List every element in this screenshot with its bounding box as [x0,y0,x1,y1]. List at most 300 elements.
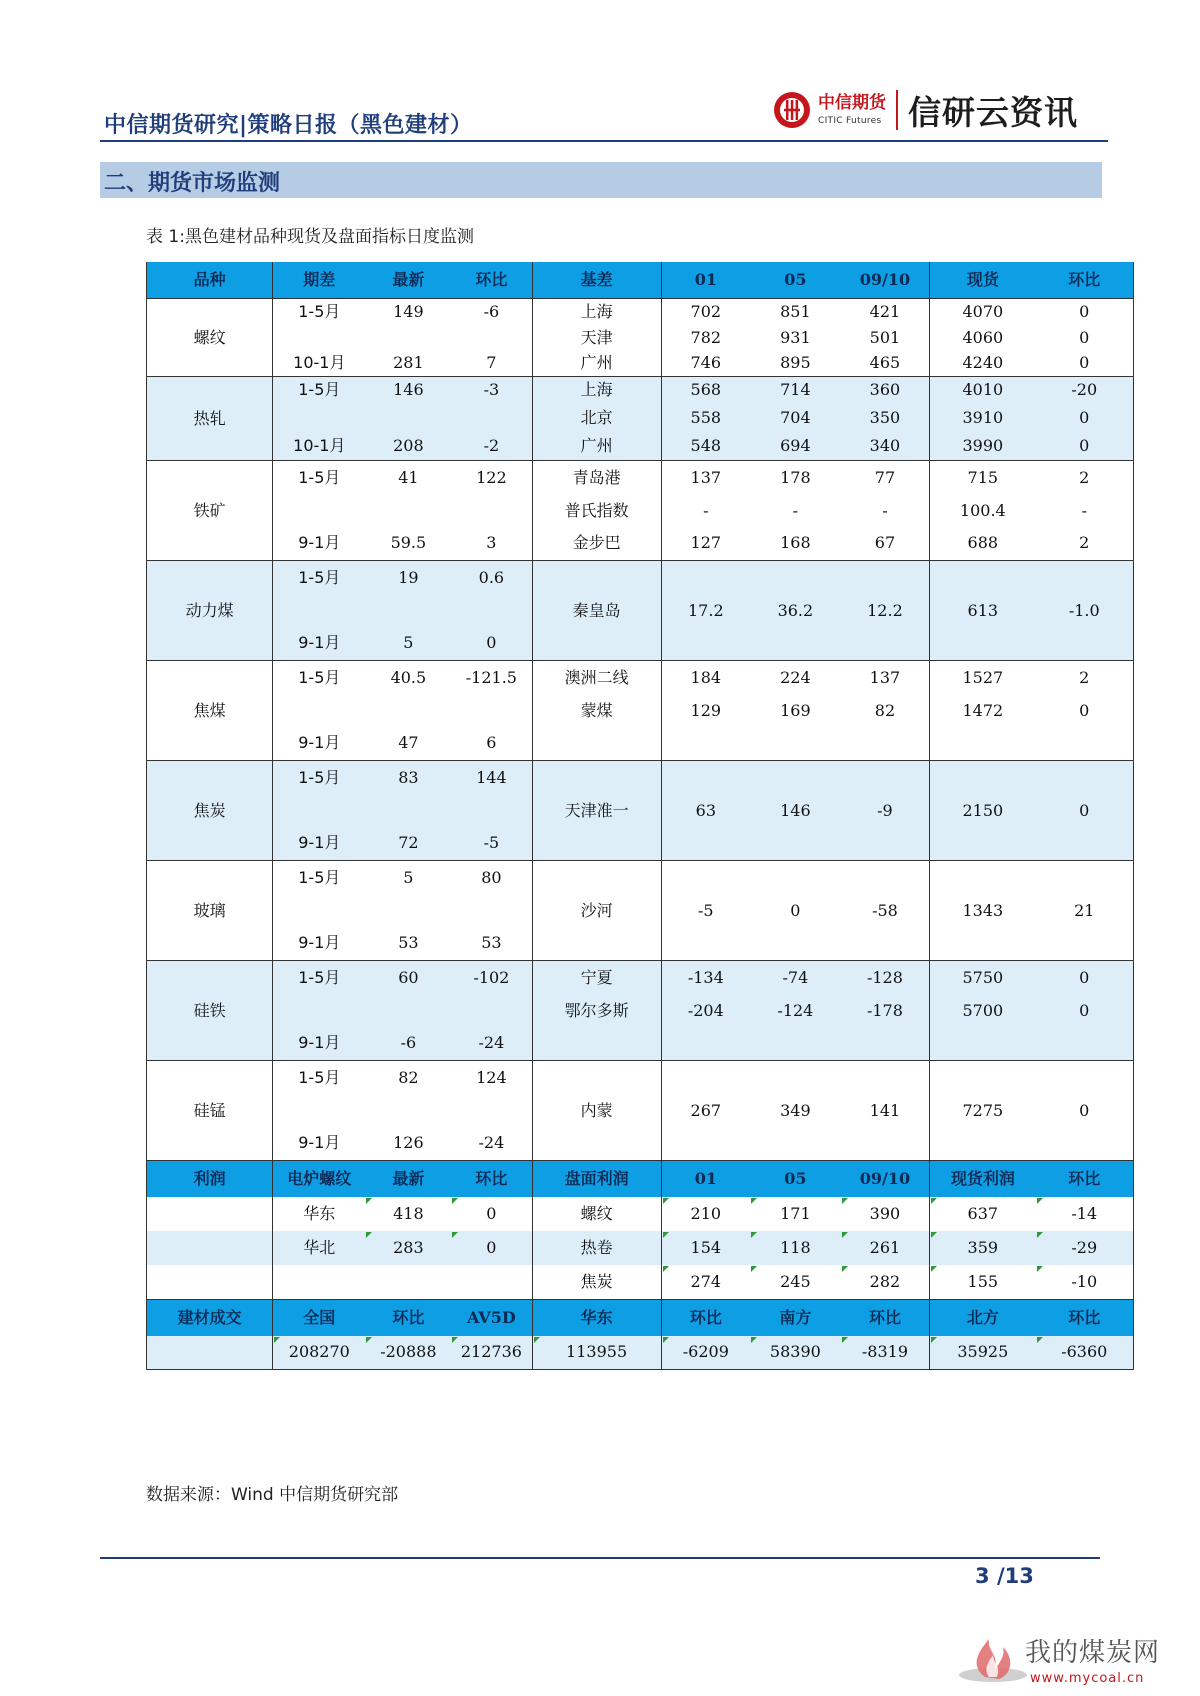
table-cell: 19 [365,561,451,595]
header-cell: 利润 [147,1161,273,1198]
table-cell [661,727,750,761]
table-row [147,1127,1134,1161]
table-cell: -24 [451,1027,532,1061]
table-cell: 35925 [930,1336,1036,1370]
table-cell: 1343 [930,895,1036,927]
table-cell: 沙河 [532,895,661,927]
table-cell: 224 [750,661,841,695]
trade-row [147,1336,1134,1370]
table-cell: -1.0 [1036,595,1134,627]
table-cell [750,627,841,661]
table-row [147,377,1134,403]
header-cell: 现货利润 [930,1161,1036,1198]
table-cell: 9-1月 [273,1127,366,1161]
table-cell [532,1127,661,1161]
table-cell: 714 [750,377,841,403]
table-cell [532,561,661,595]
header-cell: 01 [661,1161,750,1198]
table-cell: -134 [661,961,750,995]
table-cell: 10-1月 [273,351,366,377]
header-cell: 建材成交 [147,1299,273,1336]
table-cell [273,403,366,433]
table-cell [365,795,451,827]
table-cell: 931 [750,325,841,351]
table-cell: 5 [365,861,451,895]
table-cell: 9-1月 [273,1027,366,1061]
table-cell: 1-5月 [273,561,366,595]
product-name: 焦煤 [147,661,273,761]
table-cell: 59.5 [365,527,451,561]
watermark-text: 我的煤炭网 [1025,1638,1161,1668]
table-cell: 9-1月 [273,927,366,961]
table-cell: 5 [365,627,451,661]
header-cell: 全国 [273,1299,366,1336]
table-cell: 2 [1036,661,1134,695]
table-cell [661,761,750,795]
table-cell [273,325,366,351]
table-cell: 390 [841,1197,930,1231]
header-cell: 01 [661,262,750,299]
table-row [147,861,1134,895]
table-cell: 208270 [273,1336,366,1370]
table-cell: 155 [930,1265,1036,1299]
trade-header-row [147,1299,1134,1336]
table-cell: 694 [750,433,841,461]
table-cell: 149 [365,299,451,325]
table-cell: 613 [930,595,1036,627]
profit-row [147,1265,1134,1299]
table-cell [750,861,841,895]
table-cell: -58 [841,895,930,927]
table-cell: 465 [841,351,930,377]
table-cell: 0 [1036,1095,1134,1127]
table-cell [532,1027,661,1061]
table-cell [1036,1061,1134,1095]
table-cell: -10 [1036,1265,1134,1299]
table-cell [532,627,661,661]
header-cell: 华东 [532,1299,661,1336]
table-cell: 2 [1036,461,1134,495]
table-cell: 212736 [451,1336,532,1370]
table-cell: 金步巴 [532,527,661,561]
table-cell: 0 [1036,351,1134,377]
logo-chinese-name: 中信期货 [818,92,886,113]
table-cell: 0.6 [451,561,532,595]
table-cell: 282 [841,1265,930,1299]
table-cell: 274 [661,1265,750,1299]
table-cell: 746 [661,351,750,377]
table-cell: 267 [661,1095,750,1127]
table-cell: 261 [841,1231,930,1265]
table-row [147,561,1134,595]
table-cell [661,1061,750,1095]
table-cell [451,403,532,433]
table-cell: 82 [841,695,930,727]
table-cell [365,1095,451,1127]
table-cell: -74 [750,961,841,995]
table-cell: 9-1月 [273,827,366,861]
table-cell [451,795,532,827]
table-cell: 10-1月 [273,433,366,461]
table-cell: 鄂尔多斯 [532,995,661,1027]
table-cell: 568 [661,377,750,403]
table-cell: 36.2 [750,595,841,627]
table-cell [451,1095,532,1127]
table-cell [273,695,366,727]
table-cell: 895 [750,351,841,377]
table-cell: 851 [750,299,841,325]
table-cell: 广州 [532,351,661,377]
table-row [147,761,1134,795]
table-cell: 1472 [930,695,1036,727]
table-cell: 华东 [273,1197,366,1231]
table-cell: 4240 [930,351,1036,377]
table-cell: 349 [750,1095,841,1127]
table-cell: 6 [451,727,532,761]
table-cell: 3 [451,527,532,561]
page-number [975,1564,1034,1588]
table-cell [365,495,451,527]
table-cell: - [750,495,841,527]
table-cell [750,561,841,595]
table-cell: 67 [841,527,930,561]
header-cell: 电炉螺纹 [273,1161,366,1198]
table-cell: 青岛港 [532,461,661,495]
table-cell: 168 [750,527,841,561]
header-cell: 09/10 [841,262,930,299]
table-cell [1036,627,1134,661]
table-cell: 340 [841,433,930,461]
table-cell [1036,561,1134,595]
table-cell [365,403,451,433]
table-row [147,1061,1134,1095]
product-name: 硅锰 [147,1061,273,1161]
header-cell: 环比 [1036,1161,1134,1198]
table-cell: 5700 [930,995,1036,1027]
header-rule [100,140,1108,142]
header-cell: 环比 [1036,1299,1134,1336]
table-cell: 154 [661,1231,750,1265]
table-cell: 146 [365,377,451,403]
profit-header-row [147,1161,1134,1198]
table-cell [661,1127,750,1161]
table-cell: 53 [451,927,532,961]
table-cell [930,627,1036,661]
table-cell: 9-1月 [273,527,366,561]
table-cell: 5750 [930,961,1036,995]
table-cell [532,827,661,861]
table-cell [930,561,1036,595]
product-name: 螺纹 [147,299,273,377]
watermark-url: www.mycoal.cn [1030,1671,1145,1686]
table-cell [147,1197,273,1231]
table-cell [750,827,841,861]
table-cell: 704 [750,403,841,433]
table-cell: 58390 [750,1336,841,1370]
table-cell: -128 [841,961,930,995]
table-row [147,795,1134,827]
table-cell: 127 [661,527,750,561]
table-cell: 100.4 [930,495,1036,527]
table-cell: 北京 [532,403,661,433]
page-total: /13 [996,1564,1034,1588]
table-cell: 144 [451,761,532,795]
table-cell: 0 [1036,325,1134,351]
table-cell [930,827,1036,861]
table-cell [365,695,451,727]
table-cell [532,927,661,961]
table-cell: 715 [930,461,1036,495]
header-cell: 环比 [1036,262,1134,299]
table-cell: 146 [750,795,841,827]
table-cell: -6209 [661,1336,750,1370]
table-cell: -29 [1036,1231,1134,1265]
table-row [147,461,1134,495]
table-cell: 281 [365,351,451,377]
table-cell [661,927,750,961]
table-row [147,403,1134,433]
table-cell [451,325,532,351]
table-cell [750,1027,841,1061]
table-cell: 宁夏 [532,961,661,995]
product-name: 焦炭 [147,761,273,861]
header-cell: 基差 [532,262,661,299]
table-cell: 2 [1036,527,1134,561]
table-cell: 螺纹 [532,1197,661,1231]
table-cell [532,861,661,895]
table-cell: 2150 [930,795,1036,827]
table-cell: 82 [365,1061,451,1095]
table-cell [451,995,532,1027]
table-cell: 0 [1036,403,1134,433]
table-cell: 0 [1036,299,1134,325]
table-cell: 283 [365,1231,451,1265]
table-cell [930,761,1036,795]
table-cell [365,325,451,351]
table-cell: -20 [1036,377,1134,403]
table-cell: 内蒙 [532,1095,661,1127]
table-cell [273,995,366,1027]
table-cell: 9-1月 [273,627,366,661]
table-cell: -178 [841,995,930,1027]
table-cell: 0 [451,1197,532,1231]
table-row [147,661,1134,695]
table-row [147,433,1134,461]
table-cell: 53 [365,927,451,961]
table-row [147,995,1134,1027]
table-cell: 天津 [532,325,661,351]
table-cell: -6360 [1036,1336,1134,1370]
table-cell [1036,927,1134,961]
table-cell: -2 [451,433,532,461]
table-cell: -20888 [365,1336,451,1370]
product-name: 玻璃 [147,861,273,961]
header-cell: 最新 [365,1161,451,1198]
table-cell [930,1127,1036,1161]
table-cell: 118 [750,1231,841,1265]
table-cell [451,595,532,627]
table-cell [750,1127,841,1161]
table-cell: - [1036,495,1134,527]
table-row [147,527,1134,561]
section-title: 二、期货市场监测 [104,171,281,196]
table-cell: -3 [451,377,532,403]
table-cell [1036,761,1134,795]
table-cell: 秦皇岛 [532,595,661,627]
table-cell: 澳洲二线 [532,661,661,695]
table-row [147,495,1134,527]
table-row [147,827,1134,861]
table-cell [661,561,750,595]
table-cell: 0 [1036,961,1134,995]
table-cell [750,727,841,761]
table-cell [930,927,1036,961]
table-cell: 350 [841,403,930,433]
table-cell: 171 [750,1197,841,1231]
table-cell [841,861,930,895]
table-cell: -8319 [841,1336,930,1370]
table-cell: 137 [661,461,750,495]
table-cell: 169 [750,695,841,727]
table-cell: 1-5月 [273,377,366,403]
table-cell: 63 [661,795,750,827]
table-cell [451,1265,532,1299]
table-cell: 782 [661,325,750,351]
page-current: 3 [975,1564,990,1588]
table-cell: -9 [841,795,930,827]
table-cell: 17.2 [661,595,750,627]
table-caption: 表 1:黑色建材品种现货及盘面指标日度监测 [146,227,474,247]
table-cell: 天津准一 [532,795,661,827]
table-cell: - [661,495,750,527]
header-cell: 南方 [750,1299,841,1336]
table-cell [841,627,930,661]
table-row [147,595,1134,627]
profit-row [147,1197,1134,1231]
table-cell: 688 [930,527,1036,561]
table-cell [532,727,661,761]
table-cell: 1-5月 [273,1061,366,1095]
header-cell: 盘面利润 [532,1161,661,1198]
table-cell: 245 [750,1265,841,1299]
table-cell [841,761,930,795]
table-cell: 0 [1036,433,1134,461]
table-cell [273,1265,366,1299]
table-cell: 焦炭 [532,1265,661,1299]
table-cell [273,795,366,827]
table-cell: 548 [661,433,750,461]
table-cell [147,1336,273,1370]
header-cell: 05 [750,262,841,299]
header-cell: 09/10 [841,1161,930,1198]
table-cell [841,1127,930,1161]
table-cell: -6 [365,1027,451,1061]
table-cell [365,895,451,927]
table-cell: -121.5 [451,661,532,695]
table-cell [1036,1127,1134,1161]
table-cell: 热卷 [532,1231,661,1265]
table-cell: 702 [661,299,750,325]
table-cell: 40.5 [365,661,451,695]
table-cell: 122 [451,461,532,495]
table-cell: 7 [451,351,532,377]
table-cell [451,495,532,527]
table-cell: 1-5月 [273,961,366,995]
product-name: 铁矿 [147,461,273,561]
table-row [147,1095,1134,1127]
table-row [147,325,1134,351]
table-cell: 0 [1036,695,1134,727]
table-cell [365,595,451,627]
header-cell: 环比 [661,1299,750,1336]
table-cell: 637 [930,1197,1036,1231]
table-cell: 0 [1036,795,1134,827]
table-cell [1036,1027,1134,1061]
table-cell [661,861,750,895]
table-cell: 广州 [532,433,661,461]
table-cell: 126 [365,1127,451,1161]
table-row [147,627,1134,661]
table-cell [661,627,750,661]
footer-rule [100,1557,1100,1559]
table-cell: 210 [661,1197,750,1231]
table-cell: 0 [451,1231,532,1265]
table-cell [841,827,930,861]
table-cell [147,1231,273,1265]
table-cell [750,927,841,961]
table-cell [930,1061,1036,1095]
table-cell: - [841,495,930,527]
table-cell [661,1027,750,1061]
logo-english-name: CITIC Futures [818,115,882,126]
table-cell: 124 [451,1061,532,1095]
table-cell [365,1265,451,1299]
table-cell: -124 [750,995,841,1027]
table-cell: -14 [1036,1197,1134,1231]
table-cell: 9-1月 [273,727,366,761]
table-cell: 184 [661,661,750,695]
table-cell: 418 [365,1197,451,1231]
header-cell: 最新 [365,262,451,299]
table-cell [451,895,532,927]
table-cell: 72 [365,827,451,861]
table-cell [273,1095,366,1127]
table-cell [930,1027,1036,1061]
table-cell: -24 [451,1127,532,1161]
header-cell: AV5D [451,1299,532,1336]
table-cell: 0 [1036,995,1134,1027]
header-cell: 环比 [365,1299,451,1336]
table-cell: 41 [365,461,451,495]
table-cell: 558 [661,403,750,433]
table-cell [273,595,366,627]
table-cell: 4010 [930,377,1036,403]
table-cell [147,1265,273,1299]
table-cell: 83 [365,761,451,795]
table-cell: 359 [930,1231,1036,1265]
table-cell: 77 [841,461,930,495]
table-cell: 21 [1036,895,1134,927]
table-cell [841,1061,930,1095]
table-header-row [147,262,1134,299]
table-row [147,695,1134,727]
table-cell: 47 [365,727,451,761]
table-cell: 1-5月 [273,761,366,795]
table-cell [273,495,366,527]
header-cell: 现货 [930,262,1036,299]
table-cell [930,861,1036,895]
table-cell [532,1061,661,1095]
